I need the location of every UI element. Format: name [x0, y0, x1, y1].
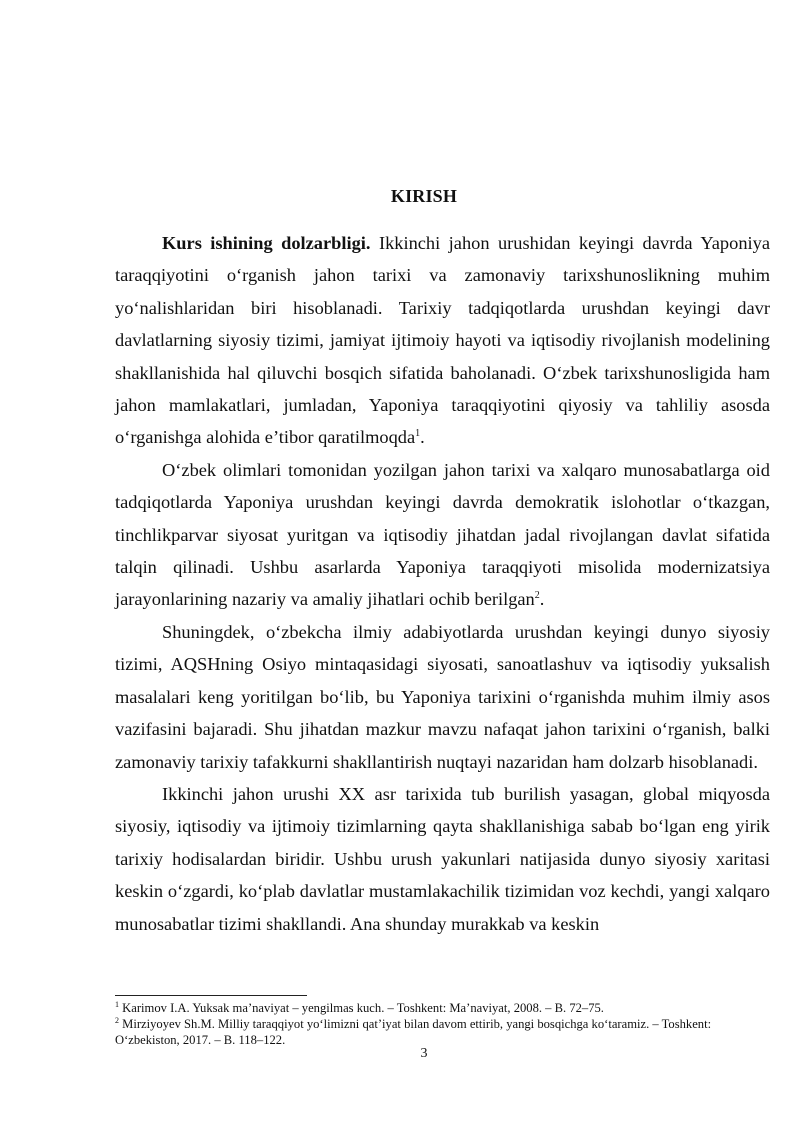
- footnote-text: Mirziyoyev Sh.M. Milliy taraqqiyot yo‘limizni qat’iyat bilan davom ettirib, yangi bosqichga ko‘taramiz. – Toshkent: O‘zbekiston, 2017. – B. 118–122.: [115, 1017, 712, 1047]
- footnote-text: Karimov I.A. Yuksak ma’naviyat – yengilmas kuch. – Toshkent: Ma’naviyat, 2008. – B. 72–75.: [119, 1001, 604, 1015]
- paragraph-end: .: [539, 589, 545, 610]
- paragraph-relevance: [115, 227, 770, 454]
- footnote-1: [115, 1000, 770, 1016]
- footnote-number: 2: [115, 1016, 119, 1025]
- paragraph-uzbek-scholars: [115, 454, 770, 616]
- page-number: 3: [420, 1046, 428, 1061]
- footnote-ref-2[interactable]: 2: [534, 590, 540, 602]
- paragraph-lead: Kurs ishining dolzarbligi.: [162, 233, 371, 253]
- body-text: [115, 227, 770, 940]
- paragraph-text: O‘zbek olimlari tomonidan yozilgan jahon tarixi va xalqaro munosabatlarga oid tadqiqotlarda Yaponiya urushdan keyingi davrda demokratik islohotlar o‘tkazgan, tinchlikparvar siyosat yuritgan va iqtisodiy jihatdan jadal rivojlangan davlat sifatida talqin qilinadi. Ushbu asarlarda Yaponiya taraqqiyoti misolida modernizatsiya jarayonlarining nazariy va amaliy jihatlari ochib berilgan: [115, 459, 770, 610]
- paragraph-ww2: Ikkinchi jahon urushi XX asr tarixida tub burilish yasagan, global miqyosda siyosiy, iqtisodiy va ijtimoiy tizimlarning qayta shakllanishiga sabab bo‘lgan eng yirik tarixiy hodisalardan biridir. Ushbu urush yakunlari natijasida dunyo siyosiy xaritasi keskin o‘zgardi, ko‘plab davlatlar mustamlakachilik tizimidan voz kechdi, yangi xalqaro munosabatlar tizimi shakllandi. Ana shunday murakkab va keskin: [115, 783, 770, 934]
- paragraph-end: .: [420, 427, 425, 448]
- footnote-number: 1: [115, 1000, 119, 1009]
- footnote-ref-1[interactable]: 1: [415, 428, 421, 440]
- footnotes: [115, 1000, 770, 1048]
- footnote-2: [115, 1016, 770, 1048]
- paragraph-literature: Shuningdek, o‘zbekcha ilmiy adabiyotlarda urushdan keyingi dunyo siyosiy tizimi, AQSHning Osiyo mintaqasidagi siyosati, sanoatlashuv va iqtisodiy yuksalish masalalari keng yoritilgan bo‘lib, bu Yaponiya tarixini o‘rganishda muhim ilmiy asos vazifasini bajaradi. Shu jihatdan mazkur mavzu nafaqat jahon tarixini o‘rganish, balki zamonaviy tarixiy tafakkurni shakllantirish nuqtayi nazaridan ham dolzarb hisoblanadi.: [115, 621, 770, 772]
- footnote-separator: [115, 995, 307, 996]
- paragraph-text: Ikkinchi jahon urushidan keyingi davrda Yaponiya taraqqiyotini o‘rganish jahon tarixi va zamonaviy tarixshunoslikning muhim yo‘nalishlaridan biri hisoblanadi. Tarixiy tadqiqotlarda urushdan keyingi davr davlatlarning siyosiy tizimi, jamiyat ijtimoiy hayoti va iqtisodiy rivojlanish modelining shakllanishida hal qiluvchi bosqich sifatida baholanadi. O‘zbek tarixshunosligida ham jahon mamlakatlari, jumladan, Yaponiya taraqqiyotini qiyosiy va tahliliy asosda o‘rganishga alohida e’tibor qaratilmoqda: [115, 233, 770, 448]
- section-heading: KIRISH: [390, 186, 458, 206]
